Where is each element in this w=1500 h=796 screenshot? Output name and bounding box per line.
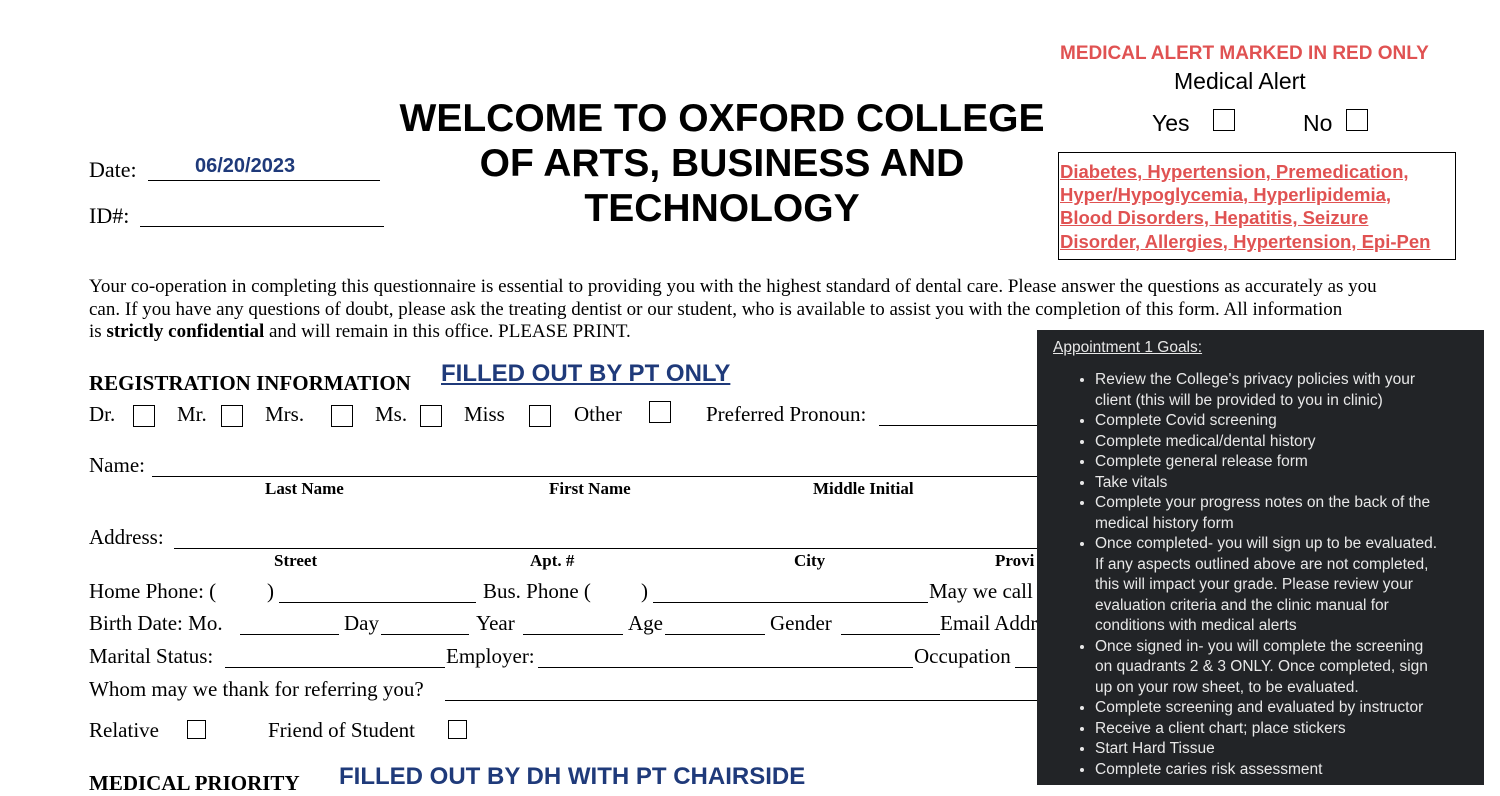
goal-item-line: • Take vitals <box>1095 473 1168 491</box>
alert-no-label: No <box>1303 110 1333 136</box>
medical-priority-heading: MEDICAL PRIORITY <box>89 771 300 795</box>
intro-suffix: and will remain in this office. PLEASE PRINT. <box>264 321 631 342</box>
title-option-miss: Miss <box>464 402 505 426</box>
medical-alert-label: Medical Alert <box>1174 68 1306 94</box>
gender-field[interactable] <box>841 634 940 635</box>
goal-item-line: • Complete your progress notes on the back of the <box>1095 494 1431 511</box>
appointment-goals-panel <box>1037 330 1484 785</box>
province-caption: Provi <box>995 551 1035 570</box>
title-dr-checkbox[interactable] <box>133 405 155 427</box>
title-option-other: Other <box>574 402 622 426</box>
alert-condition-line: Disorder, Allergies, Hypertension, Epi-Pen <box>1060 231 1431 252</box>
title-option-mr: Mr. <box>177 402 207 426</box>
marital-status-field[interactable] <box>225 667 445 668</box>
home-phone-field[interactable] <box>279 602 476 603</box>
alert-yes-label: Yes <box>1152 110 1190 136</box>
city-caption: City <box>794 551 826 570</box>
goal-item <box>1095 739 1465 760</box>
employer-field[interactable] <box>538 667 913 668</box>
dh-chairside-note: FILLED OUT BY DH WITH PT CHAIRSIDE <box>339 763 806 790</box>
may-we-call-label: May we call <box>929 579 1033 603</box>
goal-item-line: If any aspects outlined above are not completed, <box>1095 555 1429 573</box>
goal-item <box>1095 452 1465 473</box>
bus-phone-field[interactable] <box>653 602 928 603</box>
title-ms-checkbox[interactable] <box>420 405 442 427</box>
goal-item <box>1095 493 1465 534</box>
goal-item-line: evaluation criteria and the clinic manual for <box>1095 596 1389 614</box>
intro-line: Your co-operation in completing this questionnaire is essential to providing you with the highest standard of dental care. Please answer the questions as accurately as you <box>89 276 1377 297</box>
title-option-dr: Dr. <box>89 402 116 426</box>
age-field[interactable] <box>665 634 765 635</box>
gender-label: Gender <box>770 611 832 635</box>
goal-item <box>1095 534 1465 637</box>
goal-item <box>1095 698 1465 719</box>
alert-condition-line: Diabetes, Hypertension, Premedication, <box>1060 161 1409 182</box>
intro-line: can. If you have any questions of doubt, please ask the treating dentist or our student, who is available to assist you with the completion of this form. All information <box>89 298 1343 320</box>
pt-only-note: FILLED OUT BY PT ONLY <box>441 360 731 387</box>
referral-label: Whom may we thank for referring you? <box>89 677 424 701</box>
friend-of-student-label: Friend of Student <box>268 718 415 742</box>
goal-item-line: • Complete medical/dental history <box>1095 432 1316 450</box>
goal-item-line: • Once signed in- you will complete the screening <box>1095 637 1424 655</box>
medical-alert-header: MEDICAL ALERT MARKED IN RED ONLY <box>1060 43 1429 64</box>
registration-heading: REGISTRATION INFORMATION <box>89 371 411 395</box>
date-value: 06/20/2023 <box>195 155 296 177</box>
goal-item-line: • Start Hard Tissue <box>1095 740 1215 757</box>
goal-item <box>1095 432 1465 453</box>
goal-item-line: on quadrants 2 & 3 ONLY. Once completed, sign <box>1095 658 1428 675</box>
home-phone-paren: ) <box>267 579 274 603</box>
street-caption: Street <box>274 551 318 570</box>
home-phone-label: Home Phone: ( <box>89 579 217 603</box>
goal-item-line: • Receive a client chart; place stickers <box>1095 719 1346 737</box>
intro-confidential: strictly confidential <box>106 321 265 342</box>
id-label: ID#: <box>89 203 130 228</box>
age-label: Age <box>628 611 663 635</box>
goal-item-line: • Complete general release form <box>1095 453 1308 470</box>
title-mrs-checkbox[interactable] <box>331 405 353 427</box>
goal-item-line: • Complete caries risk assessment <box>1095 760 1323 778</box>
pronoun-label: Preferred Pronoun: <box>706 402 867 426</box>
intro-prefix: is <box>89 321 107 342</box>
goal-item <box>1095 473 1465 494</box>
alert-yes-checkbox[interactable] <box>1213 109 1235 131</box>
page-title-line-3: TECHNOLOGY <box>584 187 860 230</box>
title-option-mrs: Mrs. <box>265 402 305 426</box>
middle-initial-caption: Middle Initial <box>813 479 914 498</box>
employer-label: Employer: <box>446 644 535 668</box>
relative-label: Relative <box>89 718 159 742</box>
occupation-field[interactable] <box>1015 667 1037 668</box>
title-miss-checkbox[interactable] <box>529 405 551 427</box>
goal-item-line: • Complete Covid screening <box>1095 412 1277 429</box>
alert-condition-line: Hyper/Hypoglycemia, Hyperlipidemia, <box>1060 184 1392 205</box>
apt-caption: Apt. # <box>530 551 575 570</box>
address-label: Address: <box>89 525 164 549</box>
email-label: Email Addr <box>940 611 1038 635</box>
page-title-line-2: OF ARTS, BUSINESS AND <box>479 142 965 185</box>
goal-item-line: up on your row sheet, to be evaluated. <box>1095 678 1359 696</box>
name-field[interactable] <box>152 476 1037 477</box>
date-label: Date: <box>89 157 137 182</box>
occupation-label: Occupation <box>914 644 1011 668</box>
goal-item-line: this will impact your grade. Please review your <box>1095 576 1413 593</box>
alert-condition-line: Blood Disorders, Hepatitis, Seizure <box>1060 207 1369 228</box>
bus-phone-label: Bus. Phone ( <box>483 579 591 603</box>
page-title-line-1: WELCOME TO OXFORD COLLEGE <box>399 97 1045 140</box>
goal-item-line: • Review the College's privacy policies with your <box>1095 371 1415 388</box>
goal-item-line: conditions with medical alerts <box>1095 617 1297 634</box>
last-name-caption: Last Name <box>265 479 344 498</box>
goal-item <box>1095 760 1465 781</box>
birth-year-field[interactable] <box>523 634 623 635</box>
birth-day-label: Day <box>344 611 379 635</box>
goal-item-line: client (this will be provided to you in clinic) <box>1095 391 1383 409</box>
medical-alert-conditions-box <box>1058 152 1456 260</box>
birth-month-label: Birth Date: Mo. <box>89 611 223 635</box>
goal-item-line: medical history form <box>1095 514 1234 532</box>
date-field[interactable] <box>148 180 380 181</box>
id-field[interactable] <box>140 226 384 227</box>
relative-checkbox[interactable] <box>187 720 206 739</box>
marital-status-label: Marital Status: <box>89 644 214 668</box>
title-option-ms: Ms. <box>375 402 408 426</box>
title-mr-checkbox[interactable] <box>221 405 243 427</box>
goal-item <box>1095 637 1465 699</box>
appointment-goals-list <box>1053 370 1465 780</box>
referral-field[interactable] <box>445 700 1037 701</box>
goal-item-line: • Once completed- you will sign up to be evaluated. <box>1095 535 1438 552</box>
bus-phone-paren: ) <box>641 579 648 603</box>
goal-item <box>1095 411 1465 432</box>
friend-of-student-checkbox[interactable] <box>448 720 467 739</box>
title-other-checkbox[interactable] <box>649 401 671 423</box>
first-name-caption: First Name <box>549 479 631 498</box>
goal-item <box>1095 370 1465 411</box>
goal-item <box>1095 719 1465 740</box>
birth-day-field[interactable] <box>381 634 469 635</box>
address-field[interactable] <box>174 548 1037 549</box>
pronoun-field[interactable] <box>879 425 1037 426</box>
goal-item-line: • Complete screening and evaluated by instructor <box>1095 699 1424 716</box>
name-label: Name: <box>89 453 145 477</box>
appointment-goals-title: Appointment 1 Goals: <box>1053 339 1203 356</box>
birth-month-field[interactable] <box>240 634 339 635</box>
alert-no-checkbox[interactable] <box>1346 109 1368 131</box>
birth-year-label: Year <box>476 611 515 635</box>
